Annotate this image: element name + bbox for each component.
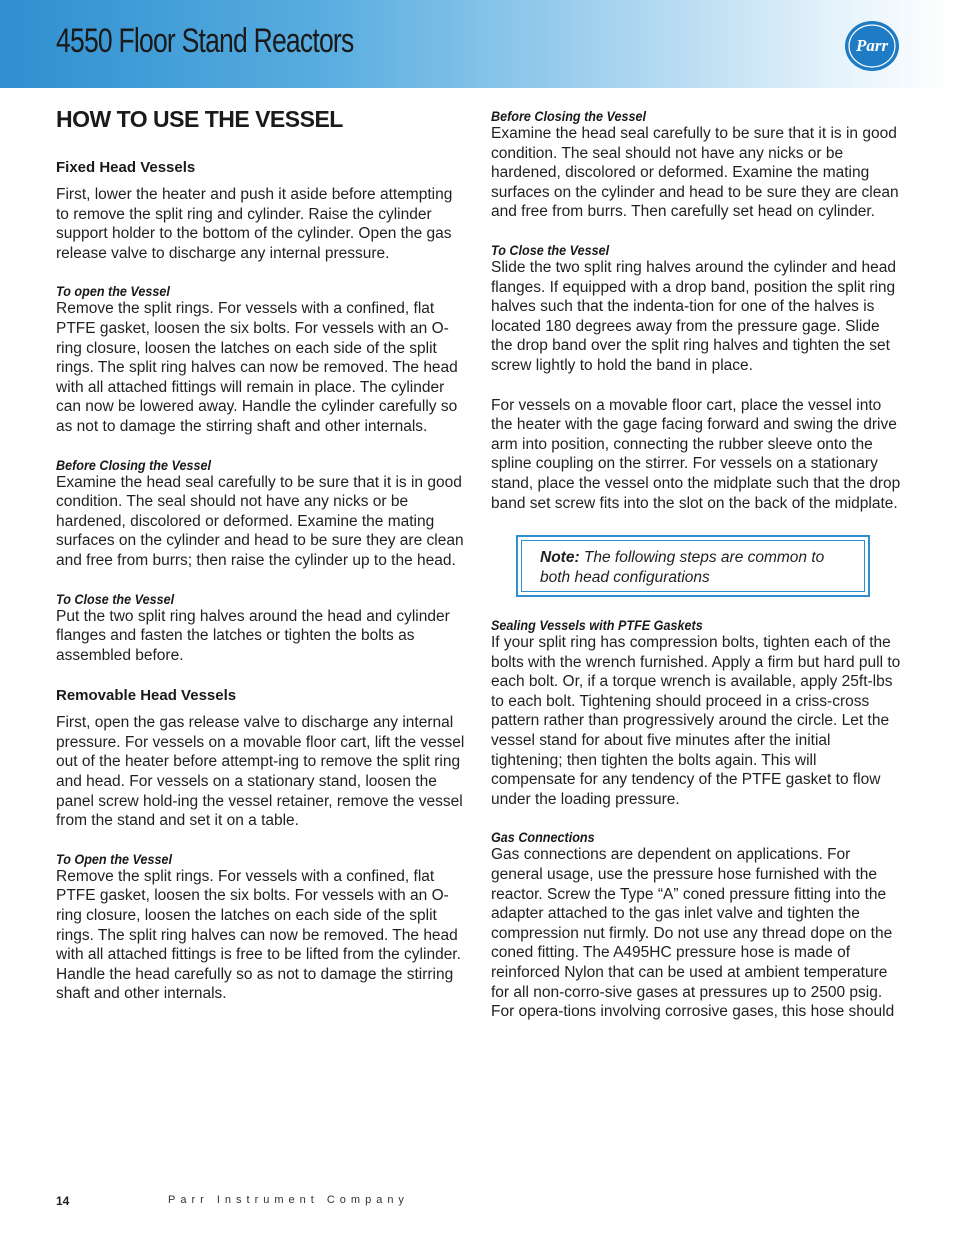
sealing-text: If your split ring has compression bolts, tighten each of the bolts with the wrench furnished. Apply a firm but hard pull to each bolt. Or, if a torque wrench is available, apply 25ft-lbs to each bolt. Tightening should proceed in a criss-cross pattern rather than progressively around the circle. Let the vessel stand for about five minutes after the initial tightening; then tighten the bolts again. This will compensate for any tendency of the PTFE gasket to flow under the loading pressure. [491,634,901,808]
page-header-title: 4550 Floor Stand Reactors [56,22,354,60]
removable-head-intro: First, open the gas release valve to discharge any internal pressure. For vessels on a movable floor cart, lift the vessel out of the heater before attempt-ing to remove the split ring and head. For vessels on a stationary stand, loosen the panel screw hold-ing the vessel retainer, remove the vessel from the stand and set it on a table. [56,714,465,830]
fixed-close-subhead: To Close the Vessel [56,590,175,607]
fixed-before-subhead: Before Closing the Vessel [56,456,211,473]
fixed-before-text: Examine the head seal carefully to be sure that it is in good condition. The seal should not have any nicks or be hardened, discolored or deformed. Examine the mating surfaces on the cylinder and head to be sure they are clean and free from burrs; then raise the cylinder up to the head. [56,473,464,569]
section-heading: HOW TO USE THE VESSEL [56,106,343,132]
note-text: The following steps are common to both head configurations [540,549,825,587]
fixed-head-intro: First, lower the heater and push it aside before attempting to remove the split ring and cylinder. Raise the cylinder support holder to the bottom of the cylinder. Open the gas release valve to discharge any internal pressure. [56,186,453,262]
gas-subhead: Gas Connections [491,829,595,846]
gas-text: Gas connections are dependent on applications. For general usage, use the pressure hose furnished with the reactor. Screw the Type “A” coned pressure fitting into the adapter attached to the gas inlet valve and tighten the compression nut firmly. Do not use any thread dope on the coned fitting. The A495HC pressure hose is made of reinforced Nylon that can be used at ambient temperature for all non-corro-sive gases at pressures up to 2500 psig. For opera-tions involving corrosive gases, this hose should [491,846,895,1021]
fixed-open-text: Remove the split rings. For vessels with a confined, flat PTFE gasket, loosen the six bolts. For vessels with an O-ring closure, loosen the latches on each side of the split rings. The split ring halves can now be removed. The head with all attached fittings will remain in place. The cylinder can now be lowered away. Handle the cylinder carefully so as not to damage the stirring shaft and other internals. [56,300,458,435]
sealing-subhead: Sealing Vessels with PTFE Gaskets [491,617,703,634]
right-close-subhead: To Close the Vessel [491,241,610,258]
parr-logo [842,18,902,74]
removable-head-title: Removable Head Vessels [56,687,237,705]
right-column [491,108,901,1022]
footer-company: Parr Instrument Company [168,1194,409,1206]
note-box [516,535,870,597]
removable-open-text: Remove the split rings. For vessels with a confined, flat PTFE gasket, loosen the six bolts. For vessels with an O-ring closure, loosen the latches on each side of the split rings. The split ring halves can now be removed. The head with all attached fittings is free to be lifted from the cylinder. Handle the head carefully so as not to damage the stirring shaft and other internals. [56,867,461,1003]
cart-stand-text: For vessels on a movable floor cart, place the vessel into the heater with the gage facing forward and swing the drive arm into position, connecting the rubber sleeve onto the spline coupling on the stirrer. For vessels on a stationary stand, place the vessel onto the midplate such that the drop band set screw fits into the slot on the back of the midplate. [491,396,901,512]
right-before-subhead: Before Closing the Vessel [491,108,646,124]
note-content [521,540,865,592]
fixed-head-title: Fixed Head Vessels [56,159,196,176]
page-number: 14 [56,1194,70,1208]
page-header-band [0,0,954,88]
logo-text: Parr [855,36,889,55]
fixed-open-subhead: To open the Vessel [56,283,170,300]
note-label: Note: [540,549,580,567]
left-column [56,104,466,1004]
right-close-text: Slide the two split ring halves around the cylinder and head flanges. If equipped with a drop band, position the split ring halves such that the indenta-tion for one of the halves is located 180 degrees away from the pressure gage. Slide the drop band over the split ring halves and tighten the set screw lightly to hold the band in place. [491,258,896,374]
fixed-close-text: Put the two split ring halves around the head and cylinder flanges and fasten the latches or tighten the bolts as assembled before. [56,607,450,664]
removable-open-subhead: To Open the Vessel [56,850,173,867]
right-before-text: Examine the head seal carefully to be sure that it is in good condition. The seal should not have any nicks or be hardened, discolored or deformed. Examine the mating surfaces on the cylinder and head to be sure they are clean and free from burrs. Then carefully set head on cylinder. [491,125,899,221]
